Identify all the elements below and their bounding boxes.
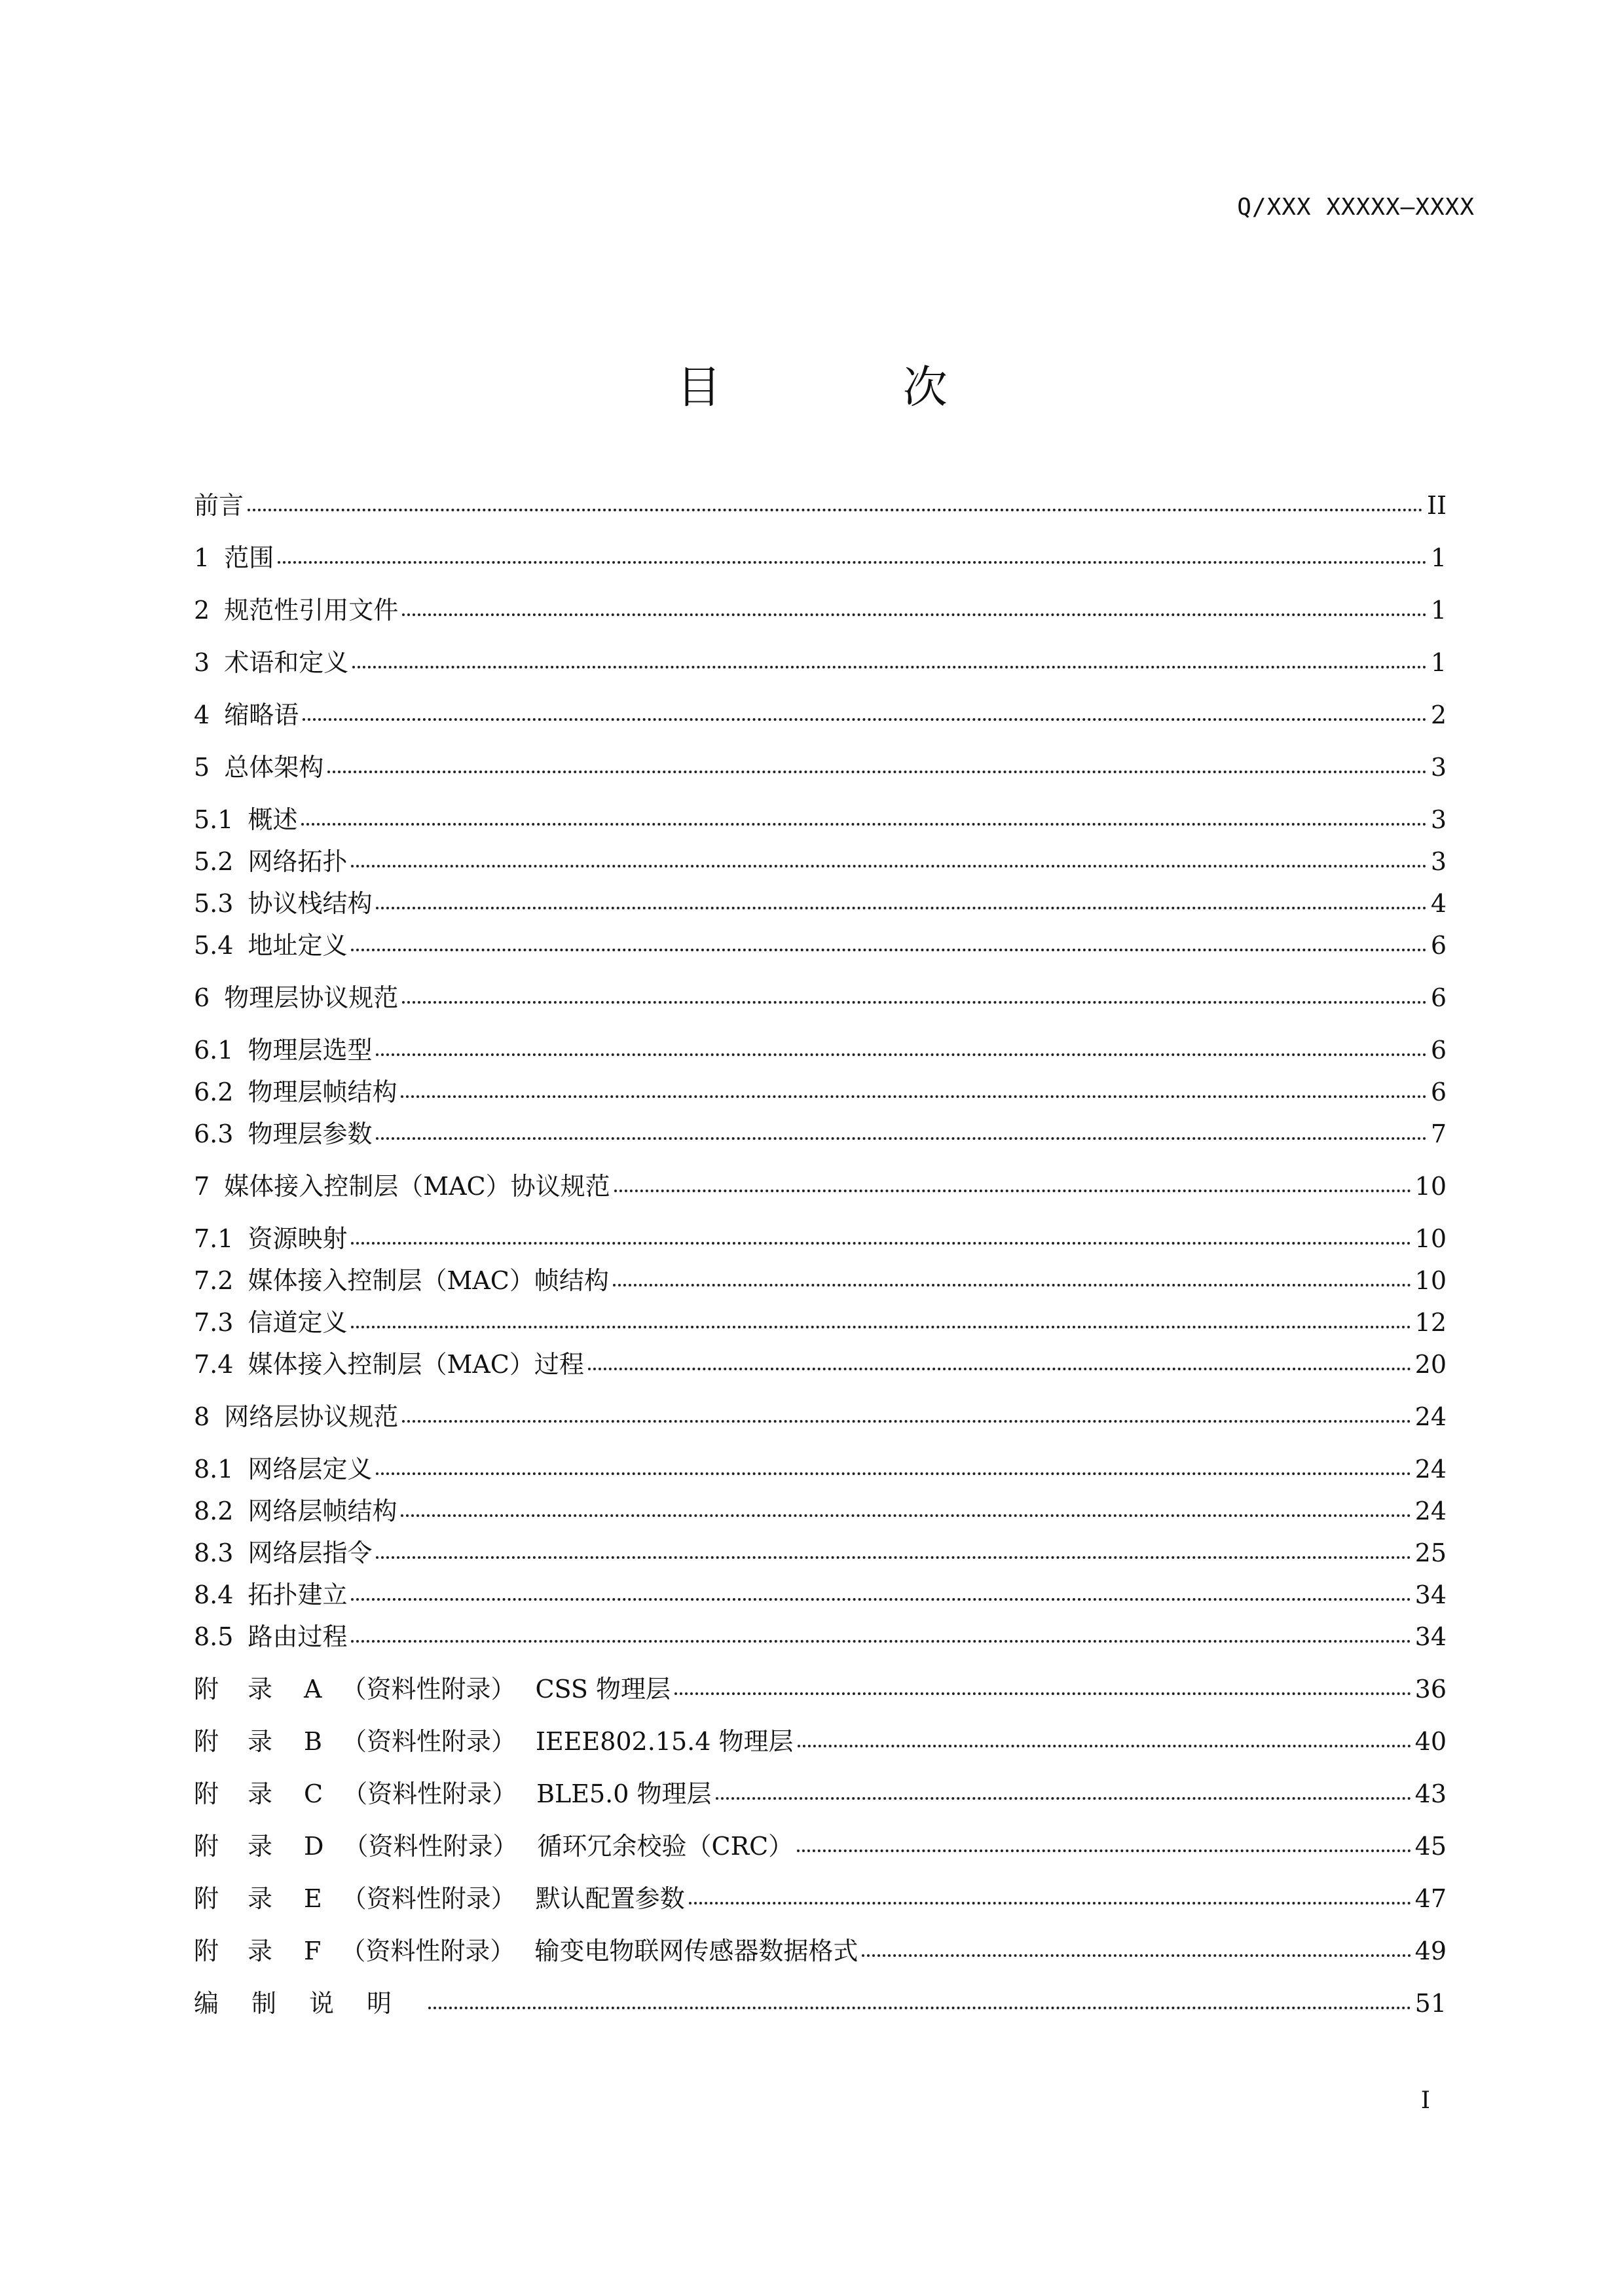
toc-entry-title: 信道定义 — [248, 1308, 348, 1337]
toc-entry-page: 10 — [1414, 1172, 1447, 1201]
toc-entry-8-4[interactable] — [194, 1574, 1447, 1616]
dot-leader — [327, 768, 1427, 773]
toc-entry-number: 3 — [194, 648, 210, 677]
appendix-letter: C — [304, 1779, 323, 1808]
toc-entry-7[interactable] — [194, 1165, 1447, 1207]
toc-entry-page: 12 — [1414, 1308, 1447, 1337]
dot-leader — [613, 1281, 1411, 1286]
dot-leader — [351, 1323, 1411, 1328]
toc-entry-7-1[interactable] — [194, 1218, 1447, 1260]
toc-entry-5-3[interactable] — [194, 883, 1447, 924]
toc-entry-title: 术语和定义 — [224, 648, 349, 677]
appendix-word: 附录 — [194, 1727, 302, 1756]
toc-entry-appendix-d[interactable] — [194, 1825, 1447, 1867]
appendix-letter: E — [304, 1884, 322, 1913]
toc-entry-4[interactable] — [194, 694, 1447, 736]
dot-leader — [716, 1795, 1411, 1800]
toc-entry-number: 6.1 — [194, 1036, 234, 1065]
dot-leader — [401, 1512, 1411, 1517]
appendix-word: 附录 — [194, 1832, 302, 1861]
toc-entry-7-2[interactable] — [194, 1260, 1447, 1302]
dot-leader — [798, 1742, 1411, 1747]
dot-leader — [351, 1239, 1411, 1245]
page-title: 目 次 — [676, 362, 1031, 414]
toc-entry-number: 4 — [194, 701, 210, 729]
appendix-type: （资料性附录） — [343, 1832, 518, 1861]
toc-entry-6-1[interactable] — [194, 1029, 1447, 1071]
toc-entry-number: 8.3 — [194, 1539, 234, 1567]
dot-leader — [303, 716, 1427, 721]
toc-entry-2[interactable] — [194, 589, 1447, 631]
toc-entry-number: 8.5 — [194, 1622, 234, 1651]
toc-entry-1[interactable] — [194, 537, 1447, 579]
dot-leader — [402, 611, 1427, 616]
toc-entry-appendix-b[interactable] — [194, 1721, 1447, 1762]
toc-entry-page: 24 — [1414, 1455, 1447, 1484]
dot-leader — [248, 506, 1423, 511]
toc-entry-page: 6 — [1430, 983, 1447, 1012]
appendix-letter: B — [304, 1727, 322, 1756]
toc-entry-page: 34 — [1414, 1622, 1447, 1651]
toc-entry-number: 7.1 — [194, 1224, 234, 1253]
toc-entry-page: 3 — [1430, 847, 1447, 876]
toc-entry-page: 10 — [1414, 1266, 1447, 1295]
toc-entry-page: 24 — [1414, 1497, 1447, 1525]
toc-entry-page: 47 — [1414, 1884, 1447, 1913]
toc-entry-page: 6 — [1430, 1036, 1447, 1065]
toc-entry-5-2[interactable] — [194, 841, 1447, 883]
toc-entry-page: 1 — [1430, 543, 1447, 572]
toc-entry-title: 协议栈结构 — [248, 889, 373, 918]
toc-entry-3[interactable] — [194, 642, 1447, 683]
toc-entry-page: II — [1426, 491, 1447, 520]
toc-entry-title: 媒体接入控制层（MAC）过程 — [248, 1350, 584, 1379]
toc-entry-title: BLE5.0 物理层 — [536, 1779, 712, 1808]
toc-entry-page: 20 — [1414, 1350, 1447, 1379]
toc-entry-number: 6.3 — [194, 1120, 234, 1148]
toc-entry-title: 范围 — [224, 543, 274, 572]
toc-entry-number: 7.4 — [194, 1350, 234, 1379]
dot-leader — [689, 1899, 1411, 1904]
dot-leader — [674, 1690, 1411, 1695]
dot-leader — [402, 1417, 1411, 1423]
toc-entry-number: 1 — [194, 543, 210, 572]
toc-entry-page: 7 — [1430, 1120, 1447, 1148]
toc-entry-page: 4 — [1430, 889, 1447, 918]
dot-leader — [614, 1187, 1411, 1192]
toc-entry-number: 5.3 — [194, 889, 234, 918]
appendix-letter: D — [304, 1832, 324, 1861]
toc-entry-page: 2 — [1430, 701, 1447, 729]
document-code: Q/XXX XXXXX—XXXX — [1237, 194, 1475, 221]
dot-leader — [376, 904, 1426, 909]
dot-leader — [376, 1051, 1426, 1056]
dot-leader — [588, 1365, 1411, 1370]
toc-entry-page: 3 — [1430, 753, 1447, 782]
toc-entry-title: 规范性引用文件 — [224, 596, 399, 625]
dot-leader — [351, 1595, 1411, 1601]
toc-entry-title: 网络层定义 — [248, 1455, 373, 1484]
toc-entry-number: 8 — [194, 1402, 210, 1431]
toc-entry-title: 地址定义 — [248, 931, 348, 960]
toc-entry-8[interactable] — [194, 1396, 1447, 1438]
toc-entry-page: 10 — [1414, 1224, 1447, 1253]
toc-entry-appendix-e[interactable] — [194, 1878, 1447, 1920]
appendix-word: 附录 — [194, 1884, 302, 1913]
dot-leader — [376, 1470, 1411, 1475]
toc-entry-number: 6.2 — [194, 1078, 234, 1106]
toc-entry-page: 24 — [1414, 1402, 1447, 1431]
toc-entry-title: 前言 — [194, 491, 244, 520]
toc-entry-title: 概述 — [248, 805, 298, 834]
toc-entry-7-4[interactable] — [194, 1343, 1447, 1385]
toc-entry-page: 25 — [1414, 1539, 1447, 1567]
toc-entry-title: 网络层帧结构 — [248, 1497, 397, 1525]
toc-entry-compilation-note[interactable] — [194, 1982, 1447, 2024]
toc-entry-number: 7.2 — [194, 1266, 234, 1295]
toc-entry-foreword[interactable] — [194, 484, 1447, 526]
toc-entry-title: 缩略语 — [224, 701, 299, 729]
toc-entry-appendix-a[interactable] — [194, 1668, 1447, 1710]
toc-entry-page: 34 — [1414, 1580, 1447, 1609]
dot-leader — [428, 2004, 1411, 2009]
toc-entry-8-5[interactable] — [194, 1616, 1447, 1658]
toc-entry-title: 物理层帧结构 — [248, 1078, 397, 1106]
toc-entry-title: 物理层选型 — [248, 1036, 373, 1065]
toc-entry-page: 6 — [1430, 1078, 1447, 1106]
dot-leader — [862, 1952, 1411, 1957]
appendix-letter: A — [304, 1675, 322, 1704]
toc-entry-title: 物理层协议规范 — [224, 983, 399, 1012]
toc-entry-5[interactable] — [194, 746, 1447, 788]
toc-entry-number: 7.3 — [194, 1308, 234, 1337]
appendix-word: 附录 — [194, 1779, 302, 1808]
toc-entry-7-3[interactable] — [194, 1302, 1447, 1343]
toc-entry-number: 5.4 — [194, 931, 234, 960]
toc-entry-number: 5.1 — [194, 805, 234, 834]
toc-entry-page: 1 — [1430, 596, 1447, 625]
toc-entry-number: 5 — [194, 753, 210, 782]
appendix-type: （资料性附录） — [341, 1884, 516, 1913]
toc-entry-title: 路由过程 — [248, 1622, 348, 1651]
toc-entry-number: 8.2 — [194, 1497, 234, 1525]
toc-entry-appendix-c[interactable] — [194, 1773, 1447, 1815]
toc-entry-title: 拓扑建立 — [248, 1580, 348, 1609]
toc-entry-title: 编制说明 — [194, 1989, 425, 2018]
appendix-type: （资料性附录） — [341, 1675, 516, 1704]
appendix-type: （资料性附录） — [341, 1937, 515, 1965]
dot-leader — [797, 1847, 1411, 1852]
toc-entry-title: 输变电物联网传感器数据格式 — [534, 1937, 858, 1965]
toc-entry-title: 默认配置参数 — [535, 1884, 685, 1913]
toc-entry-title: 总体架构 — [224, 753, 324, 782]
toc-entry-number: 7 — [194, 1172, 210, 1201]
toc-entry-page: 45 — [1414, 1832, 1447, 1861]
toc-entry-page: 1 — [1430, 648, 1447, 677]
toc-entry-page: 3 — [1430, 805, 1447, 834]
dot-leader — [301, 820, 1426, 826]
dot-leader — [351, 946, 1426, 951]
appendix-letter: F — [304, 1937, 322, 1965]
dot-leader — [376, 1135, 1426, 1140]
appendix-type: （资料性附录） — [342, 1779, 517, 1808]
toc-entry-number: 5.2 — [194, 847, 234, 876]
toc-entry-6-2[interactable] — [194, 1071, 1447, 1113]
toc-entry-page: 40 — [1414, 1727, 1447, 1756]
dot-leader — [352, 663, 1427, 668]
toc-entry-page: 43 — [1414, 1779, 1447, 1808]
toc-entry-title: CSS 物理层 — [535, 1675, 671, 1704]
toc-entry-8-2[interactable] — [194, 1490, 1447, 1532]
toc-entry-title: 循环冗余校验（CRC） — [537, 1832, 794, 1861]
toc-entry-title: 资源映射 — [248, 1224, 348, 1253]
dot-leader — [401, 1093, 1426, 1098]
toc-entry-page: 51 — [1414, 1989, 1447, 2018]
dot-leader — [278, 558, 1427, 564]
toc-entry-title: 网络层协议规范 — [224, 1402, 399, 1431]
toc-entry-number: 8.4 — [194, 1580, 234, 1609]
toc-entry-5-1[interactable] — [194, 799, 1447, 841]
toc-entry-title: 网络层指令 — [248, 1539, 373, 1567]
toc-entry-8-3[interactable] — [194, 1532, 1447, 1574]
appendix-word: 附录 — [194, 1937, 302, 1965]
toc-entry-title: 媒体接入控制层（MAC）帧结构 — [248, 1266, 609, 1295]
toc-entry-6-3[interactable] — [194, 1113, 1447, 1155]
toc-entry-number: 8.1 — [194, 1455, 234, 1484]
appendix-type: （资料性附录） — [341, 1727, 516, 1756]
dot-leader — [351, 862, 1426, 867]
dot-leader — [351, 1637, 1411, 1643]
toc-entry-5-4[interactable] — [194, 924, 1447, 966]
toc-entry-page: 6 — [1430, 931, 1447, 960]
dot-leader — [376, 1554, 1411, 1559]
toc-entry-page: 49 — [1414, 1937, 1447, 1965]
toc-entry-title: 物理层参数 — [248, 1120, 373, 1148]
toc-entry-number: 2 — [194, 596, 210, 625]
toc-entry-6[interactable] — [194, 977, 1447, 1019]
toc-entry-title: 媒体接入控制层（MAC）协议规范 — [224, 1172, 610, 1201]
table-of-contents — [194, 484, 1447, 2024]
toc-entry-title: 网络拓扑 — [248, 847, 348, 876]
page-number: I — [1420, 2087, 1430, 2114]
toc-entry-number: 6 — [194, 983, 210, 1012]
toc-entry-page: 36 — [1414, 1675, 1447, 1704]
toc-entry-title: IEEE802.15.4 物理层 — [535, 1727, 794, 1756]
dot-leader — [402, 998, 1427, 1004]
toc-entry-8-1[interactable] — [194, 1448, 1447, 1490]
appendix-word: 附录 — [194, 1675, 302, 1704]
toc-entry-appendix-f[interactable] — [194, 1930, 1447, 1972]
